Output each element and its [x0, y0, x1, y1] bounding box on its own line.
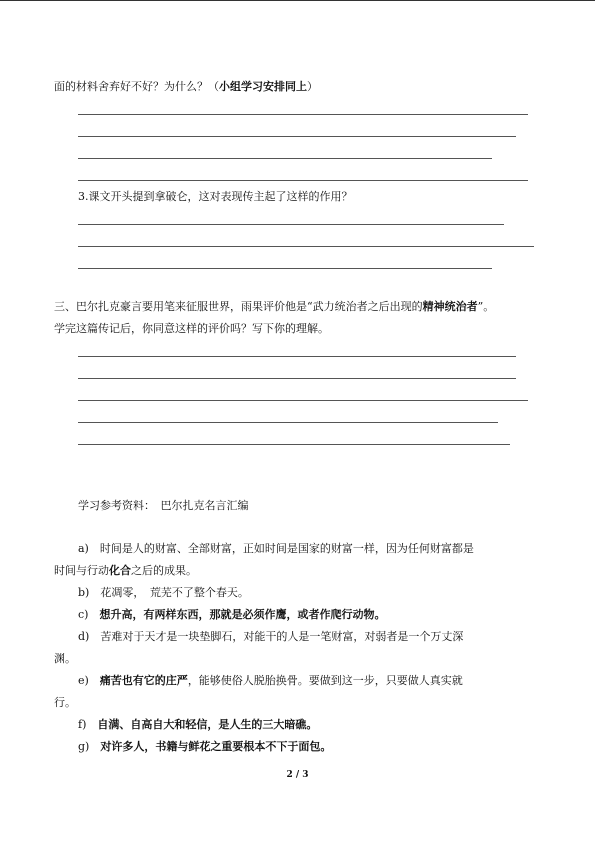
quote-a-line1: a) 时间是人的财富、全部财富，正如时间是国家的财富一样，因为任何财富都是 [78, 542, 474, 555]
quote-g: g) 对许多人，书籍与鲜花之重要根本不下于面包。 [78, 740, 332, 753]
sec3-line2: 学完这篇传记后，你同意这样的评价吗？写下你的理解。 [54, 322, 329, 335]
answer-line [78, 378, 516, 379]
page-top-border [0, 0, 595, 1]
answer-line [78, 246, 534, 247]
answer-line [78, 444, 510, 445]
reference-title: 学习参考资料： 巴尔扎克名言汇编 [78, 499, 249, 512]
quote-d-line2: 渊。 [54, 652, 76, 665]
answer-line [78, 356, 516, 357]
quote-a-line2: 时间与行动化合之后的成果。 [54, 564, 197, 577]
answer-line [78, 114, 528, 115]
quote-f: f) 自满、自高自大和轻信，是人生的三大暗礁。 [78, 718, 318, 731]
quote-e-line1: e) 痛苦也有它的庄严，能够使俗人脱胎换骨。要做到这一步，只要做人真实就 [78, 674, 463, 687]
q3-text: 3.课文开头提到拿破仑，这对表现传主起了这样的作用？ [78, 190, 353, 203]
answer-line [78, 224, 504, 225]
sec3-line1: 三、巴尔扎克豪言要用笔来征服世界，雨果评价他是“武力统治者之后出现的精神统治者”。 [54, 300, 495, 313]
answer-line [78, 136, 516, 137]
answer-line [78, 400, 528, 401]
answer-line [78, 158, 492, 159]
answer-line [78, 180, 528, 181]
q2-line: 面的材料舍弃好不好？为什么？（小组学习安排同上） [54, 80, 318, 93]
page-number: 2 / 3 [286, 770, 309, 780]
quote-c: c) 想升高，有两样东西，那就是必须作鹰，或者作爬行动物。 [78, 608, 386, 621]
quote-b: b) 花凋零， 荒芜不了整个春天。 [78, 586, 249, 599]
answer-line [78, 268, 492, 269]
quote-e-line2: 行。 [54, 696, 76, 709]
quote-d-line1: d) 苦难对于天才是一块垫脚石，对能干的人是一笔财富，对弱者是一个万丈深 [78, 630, 464, 643]
answer-line [78, 422, 498, 423]
